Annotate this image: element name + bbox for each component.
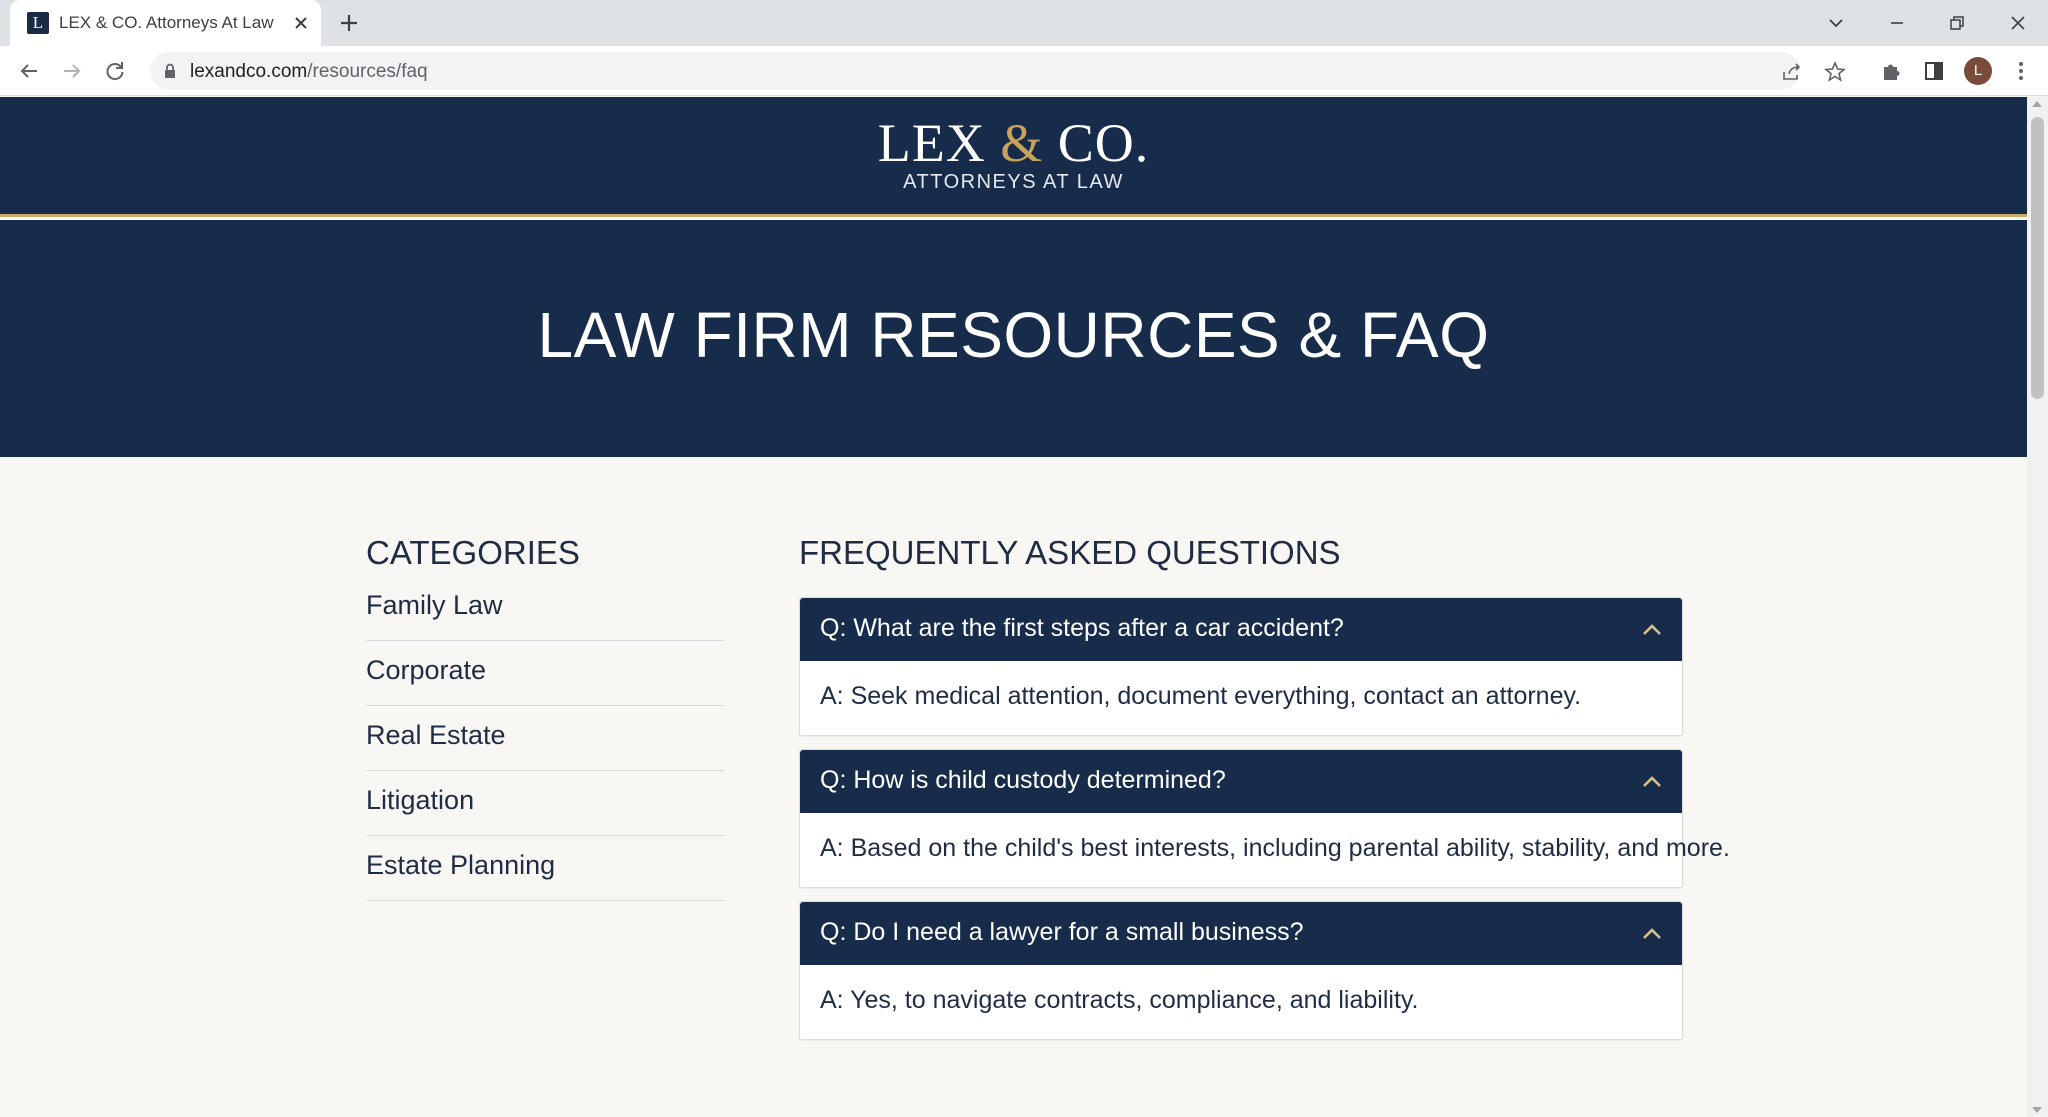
menu-kebab-icon[interactable] xyxy=(2008,58,2034,84)
minimize-icon[interactable] xyxy=(1882,8,1912,38)
faq-question: Q: Do I need a lawyer for a small business? xyxy=(820,918,1304,946)
faq-answer: A: Yes, to navigate contracts, compliance, and liability. xyxy=(820,986,1419,1014)
scrollbar-thumb[interactable] xyxy=(2031,117,2044,399)
share-icon[interactable] xyxy=(1780,60,1804,84)
site-logo[interactable] xyxy=(0,115,2027,171)
address-bar[interactable] xyxy=(150,52,1800,90)
category-label: Family Law xyxy=(366,590,503,620)
browser-tab[interactable] xyxy=(10,0,321,46)
logo-text-right: CO. xyxy=(1043,113,1150,173)
favicon-icon: L xyxy=(27,12,49,34)
category-family-law[interactable] xyxy=(366,576,724,641)
chevron-up-icon[interactable] xyxy=(1640,770,1664,794)
faq-item xyxy=(799,597,1683,736)
page-title: LAW FIRM RESOURCES & FAQ xyxy=(537,299,1490,371)
category-litigation[interactable] xyxy=(366,771,724,836)
logo-ampersand: & xyxy=(1000,113,1044,173)
hero-banner xyxy=(0,220,2027,457)
faq-item xyxy=(799,749,1730,888)
category-estate-planning[interactable] xyxy=(366,836,724,901)
faq-answer-panel xyxy=(800,661,1682,735)
category-corporate[interactable] xyxy=(366,641,724,706)
extensions-icon[interactable] xyxy=(1878,58,1904,84)
back-icon[interactable] xyxy=(15,57,43,85)
close-tab-icon[interactable] xyxy=(289,11,313,35)
close-window-icon[interactable] xyxy=(2003,8,2033,38)
reload-icon[interactable] xyxy=(101,57,129,85)
url-path: /resources/faq xyxy=(307,61,428,82)
logo-text-left: LEX xyxy=(877,113,1001,173)
categories-list xyxy=(366,576,724,901)
faq-answer: A: Seek medical attention, document everything, contact an attorney. xyxy=(820,682,1582,710)
bookmark-star-icon[interactable] xyxy=(1823,60,1847,84)
side-panel-icon[interactable] xyxy=(1921,58,1947,84)
faq-item xyxy=(799,901,1683,1040)
tab-title: LEX & CO. Attorneys At Law xyxy=(59,13,274,32)
faq-question: Q: What are the first steps after a car accident? xyxy=(820,614,1344,642)
profile-avatar[interactable]: L xyxy=(1964,57,1992,85)
scroll-down-arrow-icon[interactable] xyxy=(2032,1107,2042,1113)
url-host: lexandco.com xyxy=(190,61,308,82)
forward-icon[interactable] xyxy=(58,57,86,85)
lock-icon[interactable] xyxy=(160,61,180,81)
browser-tabstrip xyxy=(0,0,2048,46)
browser-toolbar xyxy=(0,46,2048,96)
faq-list xyxy=(799,597,1730,1053)
category-label: Real Estate xyxy=(366,720,506,750)
scroll-up-arrow-icon[interactable] xyxy=(2032,101,2042,107)
faq-answer-panel xyxy=(800,965,1682,1039)
category-label: Corporate xyxy=(366,655,487,685)
faq-question-header[interactable] xyxy=(800,902,1682,965)
faq-answer-panel xyxy=(800,813,1730,887)
faq-question-header[interactable] xyxy=(800,750,1682,813)
category-label: Litigation xyxy=(366,785,475,815)
category-label: Estate Planning xyxy=(366,850,556,880)
faq-heading: FREQUENTLY ASKED QUESTIONS xyxy=(799,534,1341,571)
new-tab-icon[interactable] xyxy=(336,10,362,36)
faq-question: Q: How is child custody determined? xyxy=(820,766,1226,794)
category-real-estate[interactable] xyxy=(366,706,724,771)
categories-heading: CATEGORIES xyxy=(366,534,580,571)
faq-answer: A: Based on the child's best interests, including parental ability, stability, and more. xyxy=(820,834,1730,862)
page-scrollbar[interactable] xyxy=(2027,97,2048,1117)
restore-icon[interactable] xyxy=(1942,8,1972,38)
faq-question-header[interactable] xyxy=(800,598,1682,661)
chevron-up-icon[interactable] xyxy=(1640,922,1664,946)
chevron-up-icon[interactable] xyxy=(1640,618,1664,642)
page-viewport xyxy=(0,97,2027,1117)
tab-search-icon[interactable] xyxy=(1821,8,1851,38)
site-header xyxy=(0,97,2027,217)
logo-subtitle: ATTORNEYS AT LAW xyxy=(903,171,1124,193)
url-text[interactable] xyxy=(190,61,428,83)
